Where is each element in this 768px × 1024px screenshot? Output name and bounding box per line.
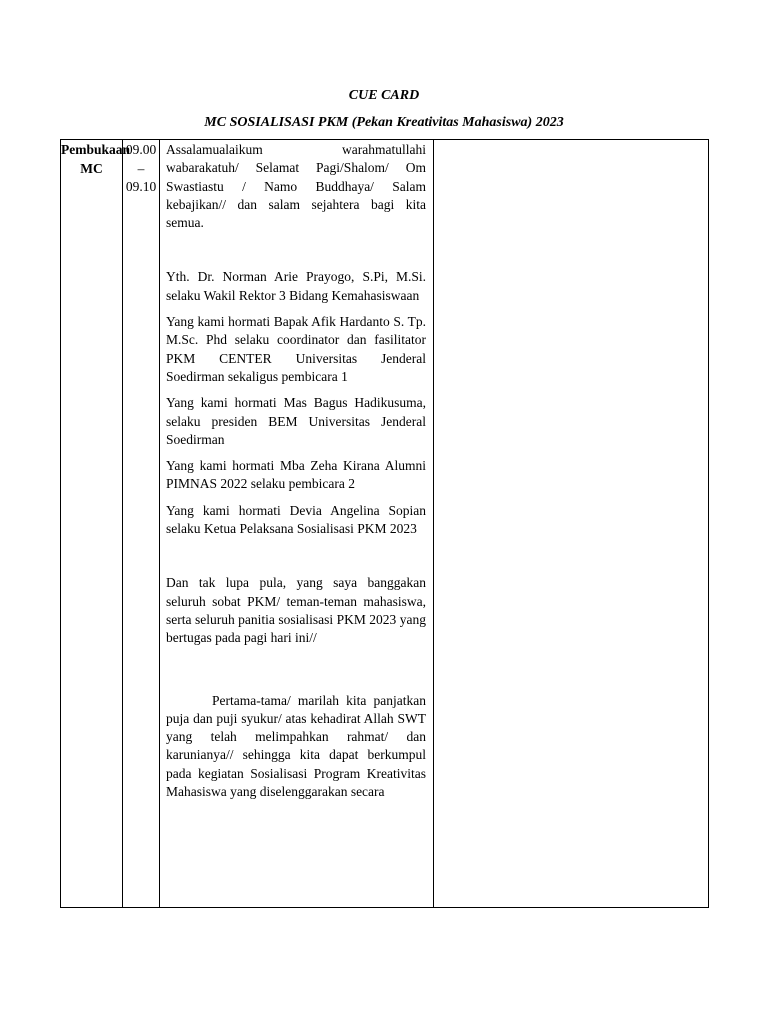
honorific-speaker-2: Yang kami hormati Mba Zeha Kirana Alumni PIMNAS 2022 selaku pembicara 2 [166,458,426,492]
section-cell [61,140,131,908]
opening-prayer-paragraph: Pertama-tama/ marilah kita panjatkan puja dan puji syukur/ atas kehadirat Allah SWT yang telah melimpahkan rahmat/ dan karunianya// sehingga kita dapat berkumpul pada kegiatan Sosialisasi Program Kreativitas Mahasiswa yang diselenggarakan secara [166,692,426,800]
script-body [160,140,433,907]
notes-body [434,140,708,906]
honorific-committee-chair: Yang kami hormati Devia Angelina Sopian selaku Ketua Pelaksana Sosialisasi PKM 2023 [166,502,426,537]
greeting-paragraph: Assalamualaikum warahmatullahi wabarakatuh/ Selamat Pagi/Shalom/ Om Swastiastu / Namo Buddhaya/ Salam kebajikan// dan salam sejahtera bagi kita semua. [166,142,426,231]
cue-card-table [60,139,709,908]
notes-cell [434,140,709,908]
event-subtitle: MC SOSIALISASI PKM (Pekan Kreativitas Mahasiswa) 2023 [204,115,564,130]
table-row [61,140,709,908]
time-cell [123,140,160,908]
honorific-pkm-coordinator: Yang kami hormati Bapak Afik Hardanto S. Tp. M.Sc. Phd selaku coordinator dan fasilitator PKM CENTER Universitas Jenderal Soedirman sekaligus pembicara 1 [166,314,426,384]
cue-card-title: CUE CARD [348,88,420,103]
honorific-vice-rector: Yth. Dr. Norman Arie Prayogo, S.Pi, M.Si. selaku Wakil Rektor 3 Bidang Kemahasiswaan [166,269,426,303]
audience-paragraph: Dan tak lupa pula, yang saya banggakan seluruh sobat PKM/ teman-teman mahasiswa, serta seluruh panitia sosialisasi PKM 2023 yang bertugas pada pagi hari ini// [166,575,426,646]
honorific-bem-president: Yang kami hormati Mas Bagus Hadikusuma, selaku presiden BEM Universitas Jenderal Soedirman [166,395,426,447]
section-label: Pembukaan MC [61,142,131,176]
time-range: 09.00 – 09.10 [125,142,157,194]
script-cell [160,140,434,908]
